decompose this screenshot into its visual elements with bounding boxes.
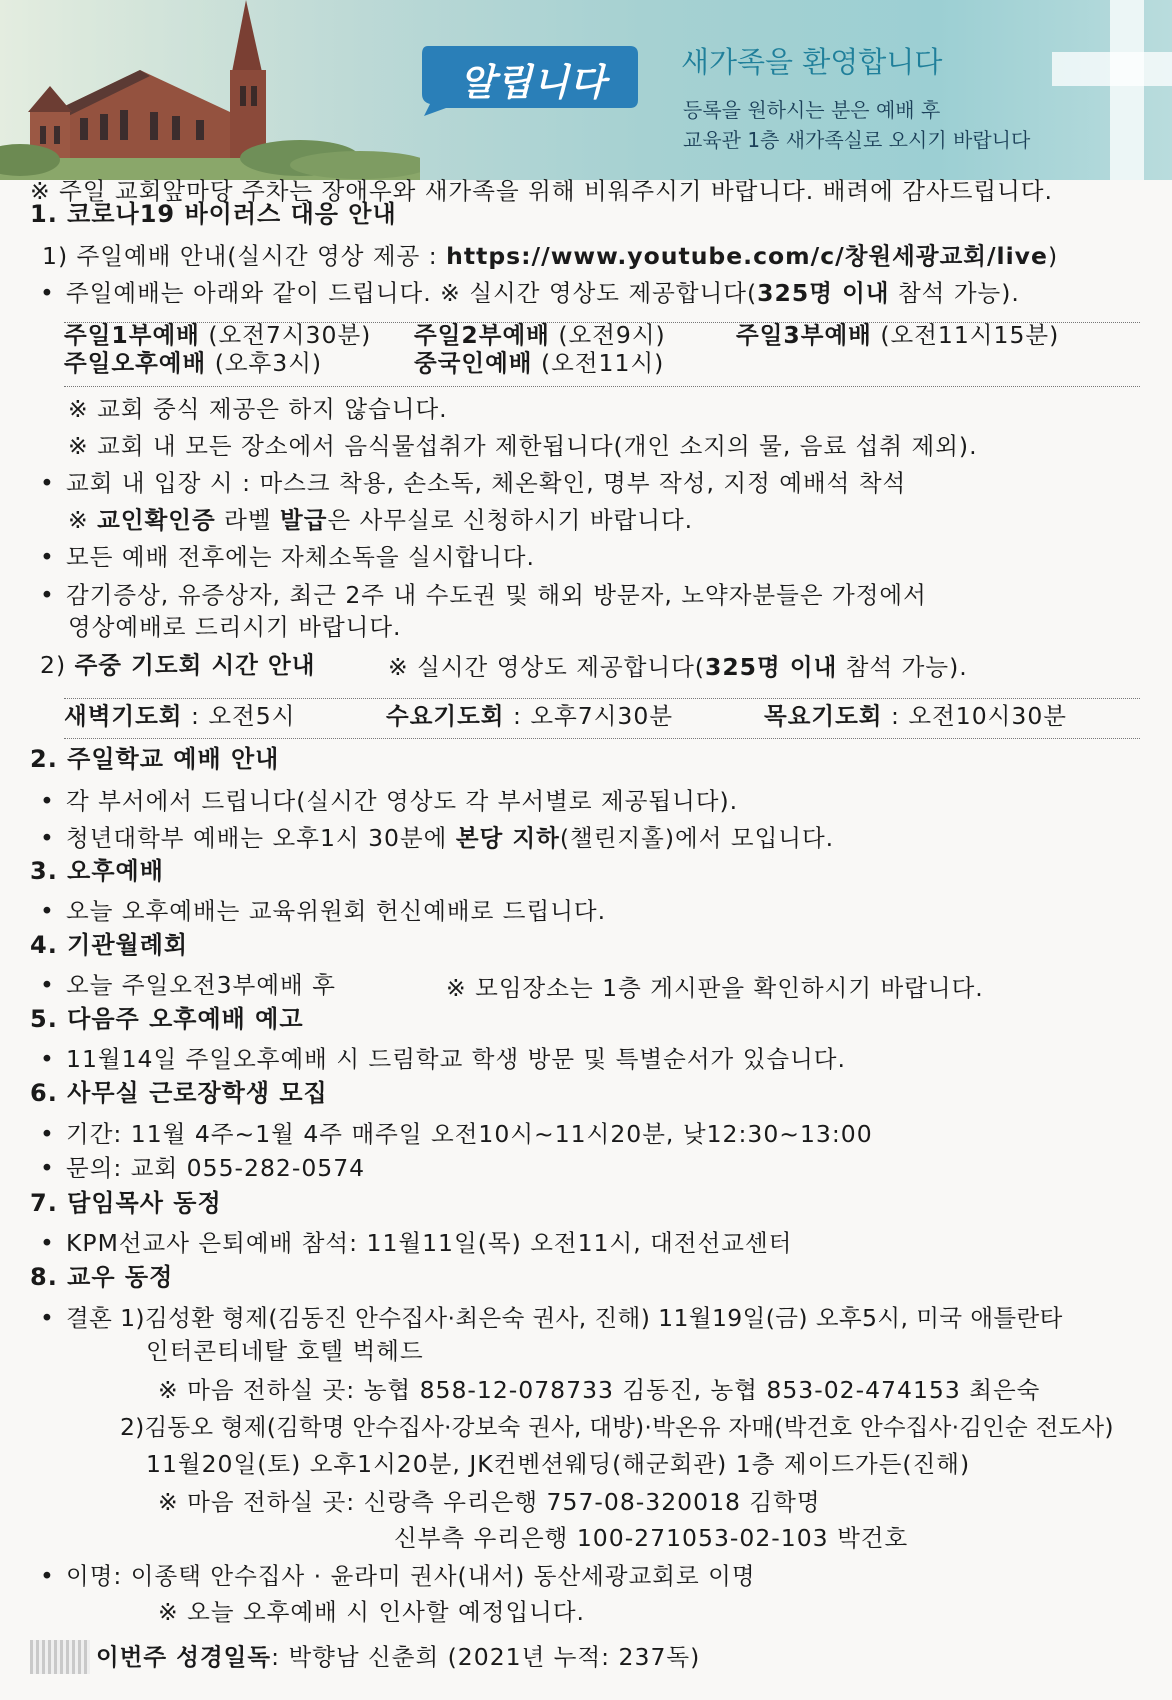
s7-b1-text: KPM선교사 은퇴예배 참석: 11월11일(목) 오전11시, 대전선교센터: [66, 1229, 793, 1257]
section-2-title: 2. 주일학교 예배 안내: [30, 745, 280, 773]
service-3-time: (오전11시15분): [871, 321, 1060, 349]
s8-m1-text: 결혼 1)김성환 형제(김동진 안수집사·최은숙 권사, 진해) 11월19일(금) 오후5시, 미국 애틀란타: [66, 1304, 1063, 1332]
s1-bullet-4-cont: 영상예배로 드리시기 바랍니다.: [68, 613, 402, 641]
service-1: [64, 320, 371, 350]
service-2-time: (오전9시): [549, 321, 666, 349]
header-banner: [0, 0, 1172, 180]
s7-bullet-1: • KPM선교사 은퇴예배 참석: 11월11일(목) 오전11시, 대전선교센터: [40, 1229, 793, 1257]
s4-bullet-1: • 오늘 주일오전3부예배 후: [40, 971, 336, 999]
section-4-title: 4. 기관월례회: [30, 931, 189, 959]
s1-bullet-3: • 모든 예배 전후에는 자체소독을 실시합니다.: [40, 543, 535, 571]
bible-reading: [96, 1642, 700, 1672]
service-4-time: (오후3시): [206, 349, 323, 377]
prayer-1-time: : 오전5시: [182, 702, 296, 730]
s6-b2-text: 문의: 교회 055-282-0574: [66, 1154, 366, 1182]
divider: [64, 386, 1140, 387]
prayer-1-name: 새벽기도회: [64, 702, 183, 730]
s1-n3-pre: ※: [68, 506, 98, 534]
prayer-2: [386, 701, 673, 731]
s1-n3-post: 은 사무실로 신청하시기 바랍니다.: [327, 506, 694, 534]
s2-b2-post: (챌린지홀)에서 모입니다.: [559, 824, 835, 852]
divider: [64, 698, 1140, 699]
prayer-3: [764, 701, 1067, 731]
s2-bullet-2: • 청년대학부 예배는 오후1시 30분에 본당 지하(챌린지홀)에서 모입니다.: [40, 824, 835, 852]
service-4: [64, 348, 322, 378]
s6-bullet-2: • 문의: 교회 055-282-0574: [40, 1154, 366, 1182]
s8-marriage-2-account-bride: 신부측 우리은행 100-271053-02-103 박건호: [394, 1524, 909, 1552]
s6-b1-text: 기간: 11월 4주~1월 4주 매주일 오전10시~11시20분, 낮12:30~13:00: [66, 1120, 873, 1148]
s1-sub2-title: 주중 기도회 시간 안내: [74, 651, 316, 679]
service-4-name: 주일오후예배: [64, 349, 207, 377]
s1-bullet-4: • 감기증상, 유증상자, 최근 2주 내 수도권 및 해외 방문자, 노약자분들은 가정에서: [40, 581, 927, 609]
service-1-time: (오전7시30분): [199, 321, 372, 349]
s8-transfer: • 이명: 이종택 안수집사 · 윤라미 권사(내서) 동산세광교회로 이명: [40, 1562, 756, 1590]
s1-note-1: ※ 교회 중식 제공은 하지 않습니다.: [68, 395, 448, 423]
service-1-name: 주일1부예배: [64, 321, 200, 349]
live-stream-url: https://www.youtube.com/c/창원세광교회/live: [446, 242, 1048, 270]
s1-sub1-text: 1) 주일예배 안내(실시간 영상 제공 :: [42, 242, 447, 270]
s1-note-3: [68, 505, 693, 535]
s3-b1-text: 오늘 오후예배는 교육위원회 헌신예배로 드립니다.: [66, 897, 607, 925]
s1-sub2-note-post: 참석 가능).: [837, 653, 968, 681]
s8-transfer-text: 이명: 이종택 안수집사 · 윤라미 권사(내서) 동산세광교회로 이명: [66, 1562, 756, 1590]
s1-sub2-num: 2): [40, 651, 75, 679]
prayer-3-time: : 오전10시30분: [882, 702, 1067, 730]
bible-reading-text: : 박향남 신춘희 (2021년 누적: 237독): [271, 1643, 701, 1671]
s1-b3-text: 모든 예배 전후에는 자체소독을 실시합니다.: [66, 543, 535, 571]
s8-transfer-note: ※ 오늘 오후예배 시 인사할 예정입니다.: [158, 1598, 586, 1626]
s2-bullet-1: • 각 부서에서 드립니다(실시간 영상도 각 부서별로 제공됩니다).: [40, 787, 739, 815]
cross-icon: [1052, 0, 1172, 180]
s1-bullet-2: • 교회 내 입장 시 : 마스크 착용, 손소독, 체온확인, 명부 작성, 지정 예배석 착석: [40, 469, 907, 497]
s8-marriage-1-account: ※ 마음 전하실 곳: 농협 858-12-078733 김동진, 농협 853-02-474153 최은숙: [158, 1376, 1041, 1404]
s1-sub2-note-text: ※ 실시간 영상도 제공합니다(: [388, 653, 705, 681]
s5-b1-text: 11월14일 주일오후예배 시 드림학교 학생 방문 및 특별순서가 있습니다.: [66, 1045, 846, 1073]
s1-note-2: ※ 교회 내 모든 장소에서 음식물섭취가 제한됩니다(개인 소지의 물, 음료 섭취 제외).: [68, 432, 978, 460]
s8-marriage-2: 2)김동오 형제(김학명 안수집사·강보숙 권사, 대방)·박온유 자매(박건호 안수집사·김인순 전도사): [120, 1413, 1114, 1441]
s8-marriage-2-date: 11월20일(토) 오후1시20분, JK컨벤션웨딩(해군회관) 1층 제이드가든(진해): [146, 1450, 971, 1478]
prayer-1: [64, 701, 295, 731]
prayer-3-name: 목요기도회: [764, 702, 883, 730]
s2-b2-bold: 본당 지하: [455, 824, 560, 852]
s1-sub2-note-bold: 325명 이내: [704, 653, 838, 681]
s1-sub2-note: [388, 652, 968, 682]
s8-marriage-2-account-groom: ※ 마음 전하실 곳: 신랑측 우리은행 757-08-320018 김학명: [158, 1488, 821, 1516]
s1-sub2: [40, 650, 315, 680]
s4-note: ※ 모임장소는 1층 게시판을 확인하시기 바랍니다.: [446, 974, 984, 1002]
s1-n3-bold-1: 교인확인증: [97, 506, 216, 534]
section-3-title: 3. 오후예배: [30, 857, 164, 885]
prayer-2-time: : 오후7시30분: [504, 702, 674, 730]
section-7-title: 7. 담임목사 동정: [30, 1189, 222, 1217]
s8-marriage-1: • 결혼 1)김성환 형제(김동진 안수집사·최은숙 권사, 진해) 11월19일(금) 오후5시, 미국 애틀란타: [40, 1304, 1063, 1332]
service-2: [414, 320, 666, 350]
welcome-line-2: 교육관 1층 새가족실로 오시기 바랍니다: [683, 128, 1031, 152]
s6-bullet-1: • 기간: 11월 4주~1월 4주 매주일 오전10시~11시20분, 낮12:30~13:00: [40, 1120, 873, 1148]
s1-b2-text: 교회 내 입장 시 : 마스크 착용, 손소독, 체온확인, 명부 작성, 지정 예배석 착석: [66, 469, 907, 497]
s4-b1-text: 오늘 주일오전3부예배 후: [66, 971, 336, 999]
s1-sub1: [42, 241, 1058, 271]
s8-marriage-1-venue: 인터콘티네탈 호텔 벅헤드: [146, 1337, 424, 1365]
service-5-name: 중국인예배: [414, 349, 533, 377]
notice-parking: ※ 주일 교회앞마당 주차는 장애우와 새가족을 위해 비워주시기 바랍니다. 배려에 감사드립니다.: [30, 177, 1053, 205]
section-5-title: 5. 다음주 오후예배 예고: [30, 1005, 304, 1033]
welcome-title: 새가족을 환영합니다: [681, 45, 943, 79]
bible-reading-label: 이번주 성경일독: [96, 1643, 272, 1671]
section-1-title: 1. 코로나19 바이러스 대응 안내: [30, 200, 397, 228]
bible-reading-marker-icon: [30, 1640, 90, 1674]
s1-b1-text: 주일예배는 아래와 같이 드립니다. ※ 실시간 영상도 제공합니다(: [66, 279, 758, 307]
service-5: [414, 348, 664, 378]
s2-b1-text: 각 부서에서 드립니다(실시간 영상도 각 부서별로 제공됩니다).: [66, 787, 739, 815]
s3-bullet-1: • 오늘 오후예배는 교육위원회 헌신예배로 드립니다.: [40, 897, 607, 925]
s1-n3-mid: 라벨: [215, 506, 281, 534]
s1-sub1-close: ): [1047, 242, 1059, 270]
s1-b1-bold: 325명 이내: [757, 279, 890, 307]
divider: [64, 738, 1140, 739]
notice-badge-label: 알립니다: [459, 61, 607, 104]
welcome-line-1: 등록을 원하시는 분은 예배 후: [683, 98, 941, 122]
s1-n3-bold-2: 발급: [280, 506, 328, 534]
prayer-2-name: 수요기도회: [386, 702, 505, 730]
s5-bullet-1: • 11월14일 주일오후예배 시 드림학교 학생 방문 및 특별순서가 있습니다.: [40, 1045, 846, 1073]
s1-bullet-1: • 주일예배는 아래와 같이 드립니다. ※ 실시간 영상도 제공합니다(325명 이내 참석 가능).: [40, 279, 1020, 307]
s1-b4-text: 감기증상, 유증상자, 최근 2주 내 수도권 및 해외 방문자, 노약자분들은 가정에서: [66, 581, 927, 609]
service-3-name: 주일3부예배: [736, 321, 872, 349]
section-8-title: 8. 교우 동정: [30, 1263, 174, 1291]
service-2-name: 주일2부예배: [414, 321, 550, 349]
service-5-time: (오전11시): [532, 349, 665, 377]
service-3: [736, 320, 1059, 350]
church-illustration: [0, 0, 420, 180]
section-6-title: 6. 사무실 근로장학생 모집: [30, 1079, 328, 1107]
s2-b2-text: 청년대학부 예배는 오후1시 30분에: [66, 824, 456, 852]
s1-b1-post: 참석 가능).: [889, 279, 1020, 307]
